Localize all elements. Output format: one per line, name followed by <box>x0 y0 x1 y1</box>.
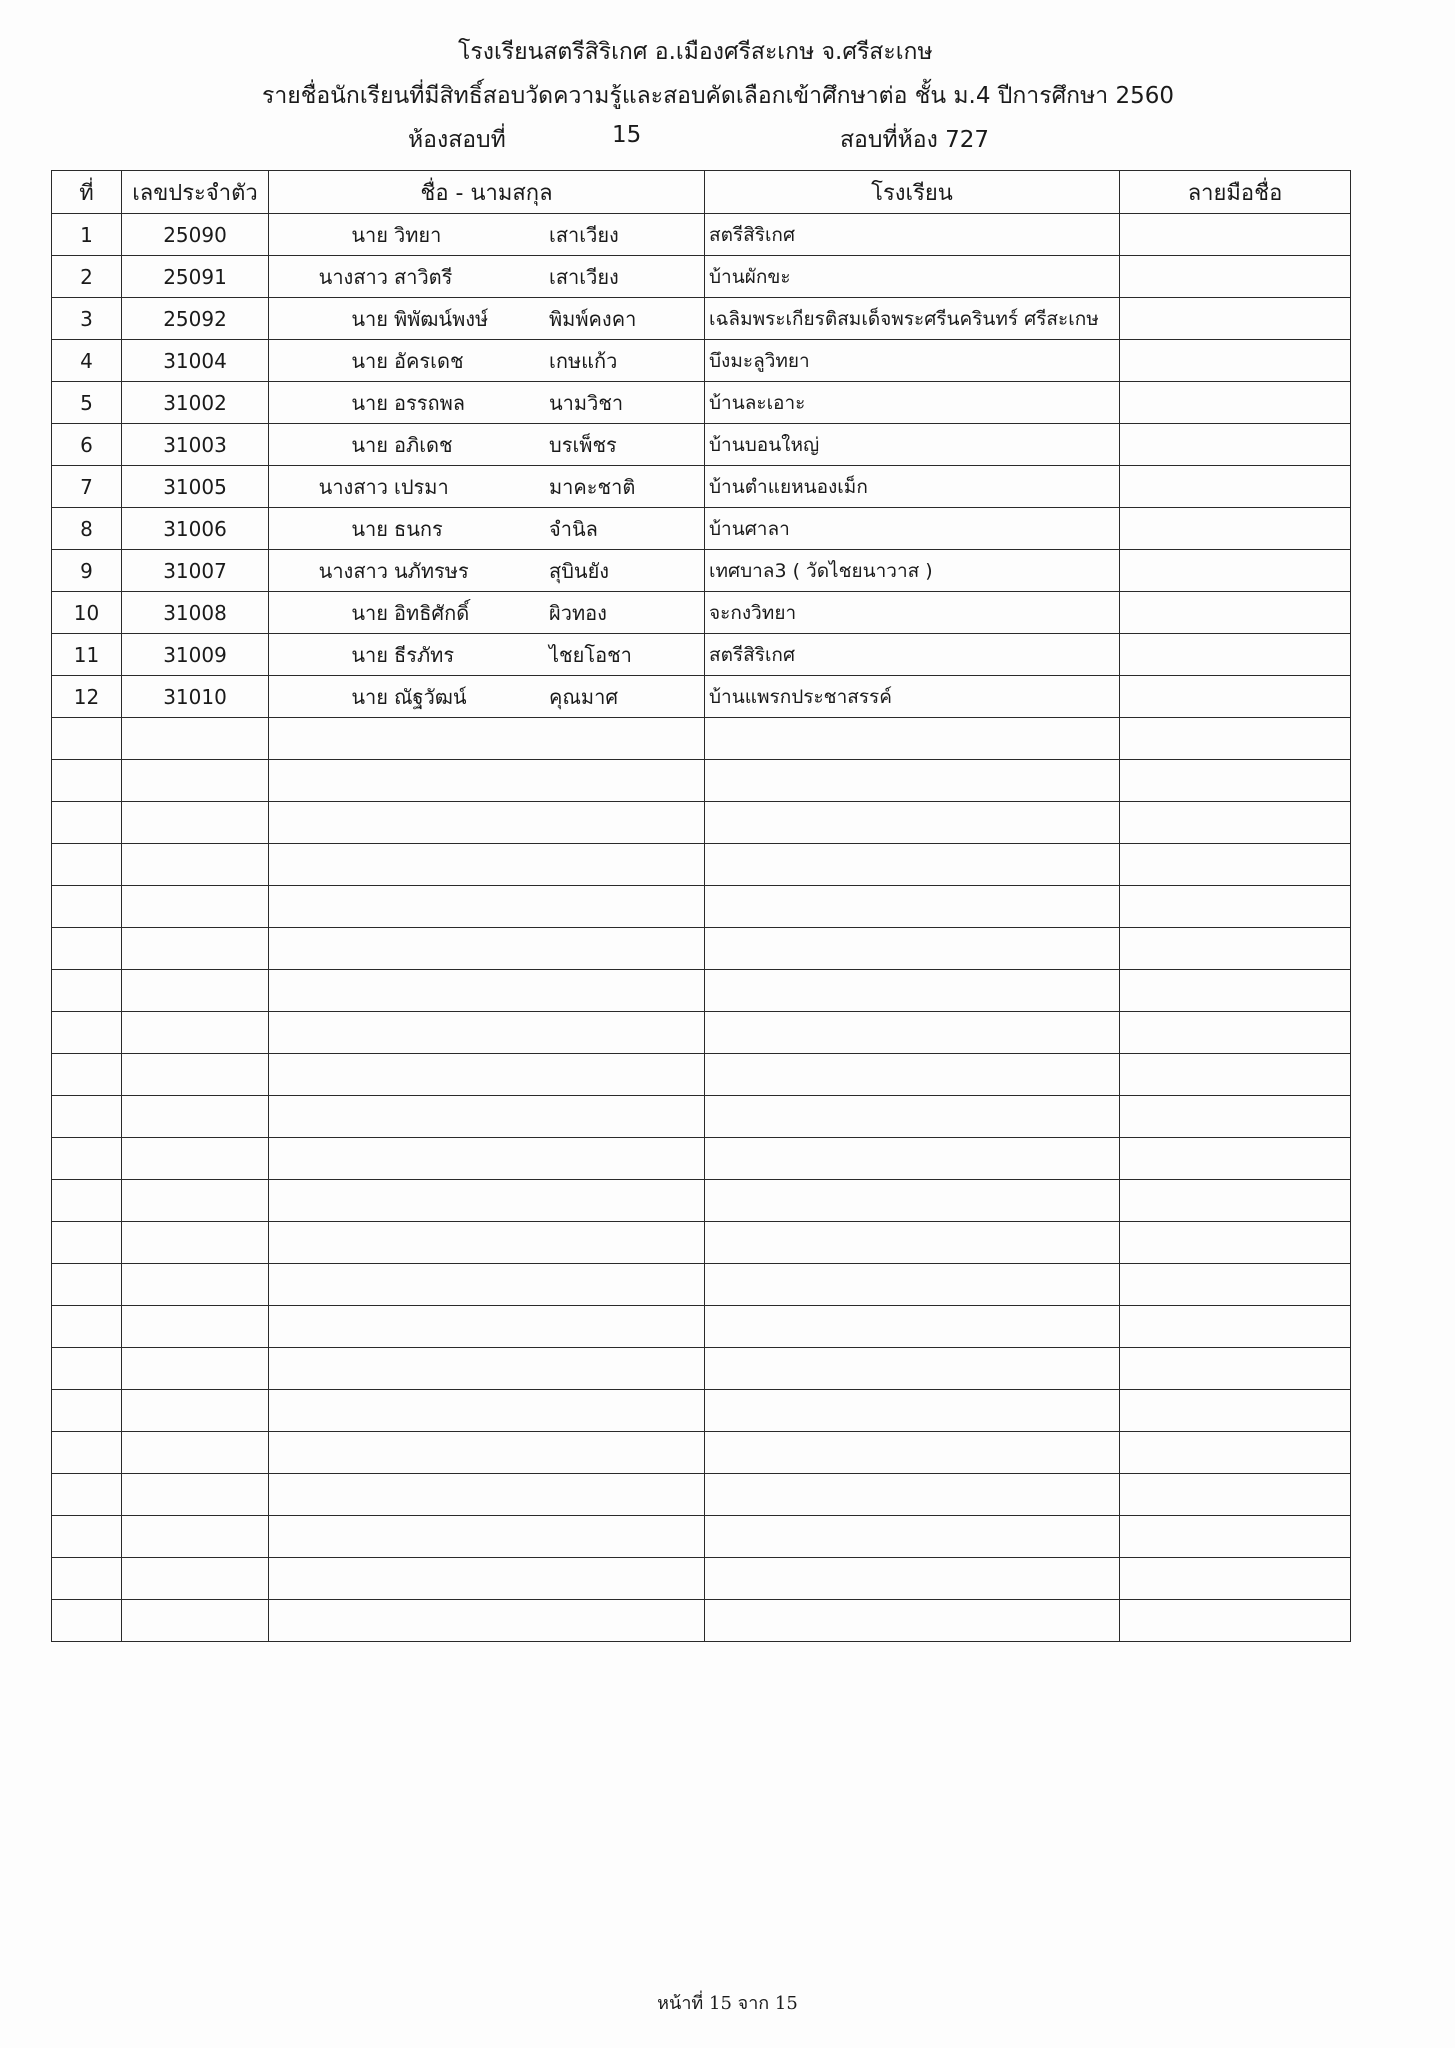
cell-no <box>52 1432 122 1474</box>
cell-no <box>52 1516 122 1558</box>
name-title: นาย <box>351 222 388 247</box>
cell-signature <box>1120 1096 1351 1138</box>
cell-school <box>705 1180 1120 1222</box>
first-name: อภิเดช <box>394 432 453 457</box>
cell-school <box>705 1516 1120 1558</box>
cell-id: 25092 <box>122 298 269 340</box>
cell-no: 11 <box>52 634 122 676</box>
cell-school <box>705 1264 1120 1306</box>
cell-school: เฉลิมพระเกียรติสมเด็จพระศรีนครินทร์ ศรีสะเกษ <box>705 298 1120 340</box>
cell-signature <box>1120 1600 1351 1642</box>
cell-name <box>269 340 705 382</box>
header-id: เลขประจำตัว <box>122 171 269 214</box>
cell-id <box>122 802 269 844</box>
cell-school: บึงมะลูวิทยา <box>705 340 1120 382</box>
cell-id: 31004 <box>122 340 269 382</box>
cell-no <box>52 802 122 844</box>
cell-school: เทศบาล3 ( วัดไชยนาวาส ) <box>705 550 1120 592</box>
cell-school <box>705 1096 1120 1138</box>
cell-signature <box>1120 718 1351 760</box>
table-row <box>52 928 1351 970</box>
first-name: ณัฐวัฒน์ <box>394 684 467 709</box>
first-name: เปรมา <box>394 474 449 499</box>
cell-name <box>269 1516 705 1558</box>
cell-id: 31002 <box>122 382 269 424</box>
table-row <box>52 1012 1351 1054</box>
cell-name <box>269 886 705 928</box>
name-title: นาย <box>351 390 388 415</box>
exam-room: สอบที่ห้อง 727 <box>840 127 990 153</box>
last-name: สุบินยัง <box>549 558 610 583</box>
cell-name <box>269 466 705 508</box>
first-name: อิทธิศักดิ์ <box>394 600 470 625</box>
name-title: นาย <box>351 432 388 457</box>
cell-name <box>269 1012 705 1054</box>
table-row <box>52 634 1351 676</box>
school-heading: โรงเรียนสตรีสิริเกศ อ.เมืองศรีสะเกษ จ.ศรีสะเกษ <box>458 39 933 65</box>
cell-signature <box>1120 1012 1351 1054</box>
table-row <box>52 1474 1351 1516</box>
table-row <box>52 1264 1351 1306</box>
cell-signature <box>1120 1432 1351 1474</box>
table-row <box>52 802 1351 844</box>
cell-school <box>705 1558 1120 1600</box>
cell-signature <box>1120 298 1351 340</box>
cell-school: สตรีสิริเกศ <box>705 634 1120 676</box>
cell-school <box>705 1432 1120 1474</box>
table-header-row <box>52 171 1351 214</box>
cell-no <box>52 844 122 886</box>
first-name: นภัทรษร <box>394 558 469 583</box>
cell-name <box>269 1180 705 1222</box>
cell-name <box>269 1222 705 1264</box>
cell-signature <box>1120 424 1351 466</box>
cell-id <box>122 718 269 760</box>
cell-id: 31006 <box>122 508 269 550</box>
header-name: ชื่อ - นามสกุล <box>269 171 705 214</box>
table-row <box>52 1306 1351 1348</box>
cell-no: 6 <box>52 424 122 466</box>
cell-name <box>269 1138 705 1180</box>
cell-school: บ้านแพรกประชาสรรค์ <box>705 676 1120 718</box>
cell-id <box>122 1390 269 1432</box>
page-footer: หน้าที่ 15 จาก 15 <box>657 1993 798 2014</box>
cell-id <box>122 1096 269 1138</box>
cell-school <box>705 1306 1120 1348</box>
cell-no <box>52 1138 122 1180</box>
table-row <box>52 1348 1351 1390</box>
name-title: นาย <box>351 684 388 709</box>
cell-id <box>122 928 269 970</box>
cell-no <box>52 718 122 760</box>
cell-school <box>705 1138 1120 1180</box>
cell-name <box>269 928 705 970</box>
last-name: นามวิชา <box>549 390 624 415</box>
cell-school <box>705 1474 1120 1516</box>
cell-id: 25091 <box>122 256 269 298</box>
cell-name <box>269 634 705 676</box>
cell-id <box>122 1306 269 1348</box>
cell-id <box>122 844 269 886</box>
name-title: นาย <box>351 348 388 373</box>
cell-signature <box>1120 1222 1351 1264</box>
cell-signature <box>1120 1348 1351 1390</box>
cell-name <box>269 1474 705 1516</box>
cell-id <box>122 1432 269 1474</box>
cell-id <box>122 1558 269 1600</box>
table-row <box>52 1096 1351 1138</box>
last-name: มาคะชาติ <box>549 474 636 499</box>
cell-school <box>705 718 1120 760</box>
cell-school: บ้านละเอาะ <box>705 382 1120 424</box>
cell-school <box>705 1222 1120 1264</box>
name-title: นางสาว <box>318 558 388 583</box>
cell-name <box>269 382 705 424</box>
table-row <box>52 1054 1351 1096</box>
cell-no <box>52 1222 122 1264</box>
table-row <box>52 676 1351 718</box>
cell-signature <box>1120 340 1351 382</box>
cell-signature <box>1120 1138 1351 1180</box>
cell-name <box>269 718 705 760</box>
cell-name <box>269 1348 705 1390</box>
cell-id: 31003 <box>122 424 269 466</box>
cell-name <box>269 214 705 256</box>
first-name: พิพัฒน์พงษ์ <box>394 306 489 331</box>
cell-signature <box>1120 886 1351 928</box>
cell-signature <box>1120 214 1351 256</box>
first-name: อรรถพล <box>394 390 466 415</box>
name-title: นาย <box>351 306 388 331</box>
first-name: อัครเดช <box>394 348 464 373</box>
last-name: เสาเวียง <box>549 222 619 247</box>
cell-id: 31008 <box>122 592 269 634</box>
room-number: 15 <box>612 122 642 148</box>
cell-name <box>269 1390 705 1432</box>
cell-signature <box>1120 1516 1351 1558</box>
cell-id <box>122 1138 269 1180</box>
cell-id <box>122 886 269 928</box>
table-row <box>52 1138 1351 1180</box>
name-title: นาย <box>351 642 388 667</box>
cell-school <box>705 928 1120 970</box>
cell-id: 25090 <box>122 214 269 256</box>
cell-signature <box>1120 382 1351 424</box>
table-row <box>52 298 1351 340</box>
cell-no <box>52 1264 122 1306</box>
cell-name <box>269 550 705 592</box>
cell-school <box>705 886 1120 928</box>
last-name: ผิวทอง <box>549 600 607 625</box>
cell-no <box>52 1474 122 1516</box>
cell-no: 9 <box>52 550 122 592</box>
last-name: จำนิล <box>549 516 598 541</box>
cell-no: 5 <box>52 382 122 424</box>
table-row <box>52 340 1351 382</box>
cell-name <box>269 802 705 844</box>
cell-school <box>705 1390 1120 1432</box>
cell-name <box>269 676 705 718</box>
cell-signature <box>1120 1054 1351 1096</box>
list-title: รายชื่อนักเรียนที่มีสิทธิ์สอบวัดความรู้และสอบคัดเลือกเข้าศึกษาต่อ ชั้น ม.4 ปีการศึกษา 2560 <box>262 83 1175 109</box>
cell-signature <box>1120 844 1351 886</box>
cell-signature <box>1120 592 1351 634</box>
table-row <box>52 424 1351 466</box>
cell-school <box>705 802 1120 844</box>
cell-name <box>269 298 705 340</box>
first-name: วิทยา <box>394 222 442 247</box>
cell-no <box>52 886 122 928</box>
cell-name <box>269 1600 705 1642</box>
cell-no <box>52 1600 122 1642</box>
name-title: นางสาว <box>318 264 388 289</box>
cell-school: บ้านศาลา <box>705 508 1120 550</box>
last-name: เกษแก้ว <box>549 348 618 373</box>
cell-signature <box>1120 550 1351 592</box>
last-name: เสาเวียง <box>549 264 619 289</box>
cell-id <box>122 1054 269 1096</box>
cell-no: 10 <box>52 592 122 634</box>
table-row <box>52 550 1351 592</box>
cell-school <box>705 1012 1120 1054</box>
cell-id: 31010 <box>122 676 269 718</box>
cell-no <box>52 1390 122 1432</box>
cell-name <box>269 760 705 802</box>
cell-no: 2 <box>52 256 122 298</box>
table-row <box>52 718 1351 760</box>
cell-id <box>122 970 269 1012</box>
cell-school <box>705 1348 1120 1390</box>
cell-name <box>269 592 705 634</box>
cell-signature <box>1120 760 1351 802</box>
last-name: คุณมาศ <box>549 684 619 709</box>
cell-name <box>269 508 705 550</box>
cell-id <box>122 1516 269 1558</box>
table-row <box>52 1222 1351 1264</box>
cell-school <box>705 760 1120 802</box>
cell-signature <box>1120 508 1351 550</box>
cell-id: 31007 <box>122 550 269 592</box>
name-title: นาย <box>351 516 388 541</box>
cell-school: บ้านผักขะ <box>705 256 1120 298</box>
cell-name <box>269 844 705 886</box>
cell-school <box>705 1054 1120 1096</box>
table-row <box>52 1516 1351 1558</box>
cell-school <box>705 970 1120 1012</box>
cell-name <box>269 1264 705 1306</box>
header-signature: ลายมือชื่อ <box>1120 171 1351 214</box>
cell-school: จะกงวิทยา <box>705 592 1120 634</box>
cell-signature <box>1120 970 1351 1012</box>
cell-no <box>52 1012 122 1054</box>
table-row <box>52 760 1351 802</box>
cell-no <box>52 1306 122 1348</box>
cell-id <box>122 1348 269 1390</box>
cell-name <box>269 1096 705 1138</box>
table-row <box>52 1390 1351 1432</box>
header-no: ที่ <box>52 171 122 214</box>
cell-signature <box>1120 676 1351 718</box>
cell-signature <box>1120 1264 1351 1306</box>
table-row <box>52 1432 1351 1474</box>
cell-name <box>269 970 705 1012</box>
cell-name <box>269 1054 705 1096</box>
table-row <box>52 508 1351 550</box>
first-name: ธนกร <box>394 516 443 541</box>
cell-signature <box>1120 634 1351 676</box>
last-name: บรเพ็ชร <box>549 432 617 457</box>
cell-signature <box>1120 466 1351 508</box>
cell-no <box>52 1558 122 1600</box>
name-title: นาย <box>351 600 388 625</box>
cell-name <box>269 256 705 298</box>
table-row <box>52 214 1351 256</box>
cell-school: สตรีสิริเกศ <box>705 214 1120 256</box>
cell-id: 31005 <box>122 466 269 508</box>
table-row <box>52 886 1351 928</box>
cell-no: 8 <box>52 508 122 550</box>
cell-id <box>122 1474 269 1516</box>
cell-id: 31009 <box>122 634 269 676</box>
table-row <box>52 256 1351 298</box>
cell-id <box>122 1264 269 1306</box>
cell-no <box>52 1180 122 1222</box>
cell-signature <box>1120 256 1351 298</box>
cell-signature <box>1120 1474 1351 1516</box>
cell-no: 4 <box>52 340 122 382</box>
table-row <box>52 1180 1351 1222</box>
first-name: ธีรภัทร <box>394 642 455 667</box>
header-school: โรงเรียน <box>705 171 1120 214</box>
table-row <box>52 382 1351 424</box>
cell-signature <box>1120 1306 1351 1348</box>
cell-signature <box>1120 802 1351 844</box>
cell-school <box>705 844 1120 886</box>
cell-name <box>269 1558 705 1600</box>
cell-signature <box>1120 1390 1351 1432</box>
cell-id <box>122 1012 269 1054</box>
student-table <box>51 170 1351 1642</box>
cell-no: 12 <box>52 676 122 718</box>
table-row <box>52 1600 1351 1642</box>
cell-name <box>269 1432 705 1474</box>
cell-no <box>52 1348 122 1390</box>
cell-no: 1 <box>52 214 122 256</box>
name-title: นางสาว <box>318 474 388 499</box>
last-name: พิมพ์คงคา <box>549 306 637 331</box>
cell-signature <box>1120 928 1351 970</box>
cell-school: บ้านตำแยหนองเม็ก <box>705 466 1120 508</box>
cell-id <box>122 760 269 802</box>
last-name: ไชยโอชา <box>549 642 632 667</box>
cell-no <box>52 928 122 970</box>
cell-no <box>52 1096 122 1138</box>
cell-signature <box>1120 1558 1351 1600</box>
cell-name <box>269 424 705 466</box>
table-row <box>52 592 1351 634</box>
room-label: ห้องสอบที่ <box>408 127 506 153</box>
cell-id <box>122 1222 269 1264</box>
cell-school: บ้านบอนใหญ่ <box>705 424 1120 466</box>
cell-no <box>52 1054 122 1096</box>
cell-no: 7 <box>52 466 122 508</box>
first-name: สาวิตรี <box>394 264 453 289</box>
cell-no <box>52 970 122 1012</box>
table-row <box>52 466 1351 508</box>
cell-id <box>122 1600 269 1642</box>
table-row <box>52 970 1351 1012</box>
cell-no: 3 <box>52 298 122 340</box>
cell-school <box>705 1600 1120 1642</box>
cell-id <box>122 1180 269 1222</box>
cell-name <box>269 1306 705 1348</box>
cell-signature <box>1120 1180 1351 1222</box>
table-row <box>52 1558 1351 1600</box>
table-row <box>52 844 1351 886</box>
cell-no <box>52 760 122 802</box>
